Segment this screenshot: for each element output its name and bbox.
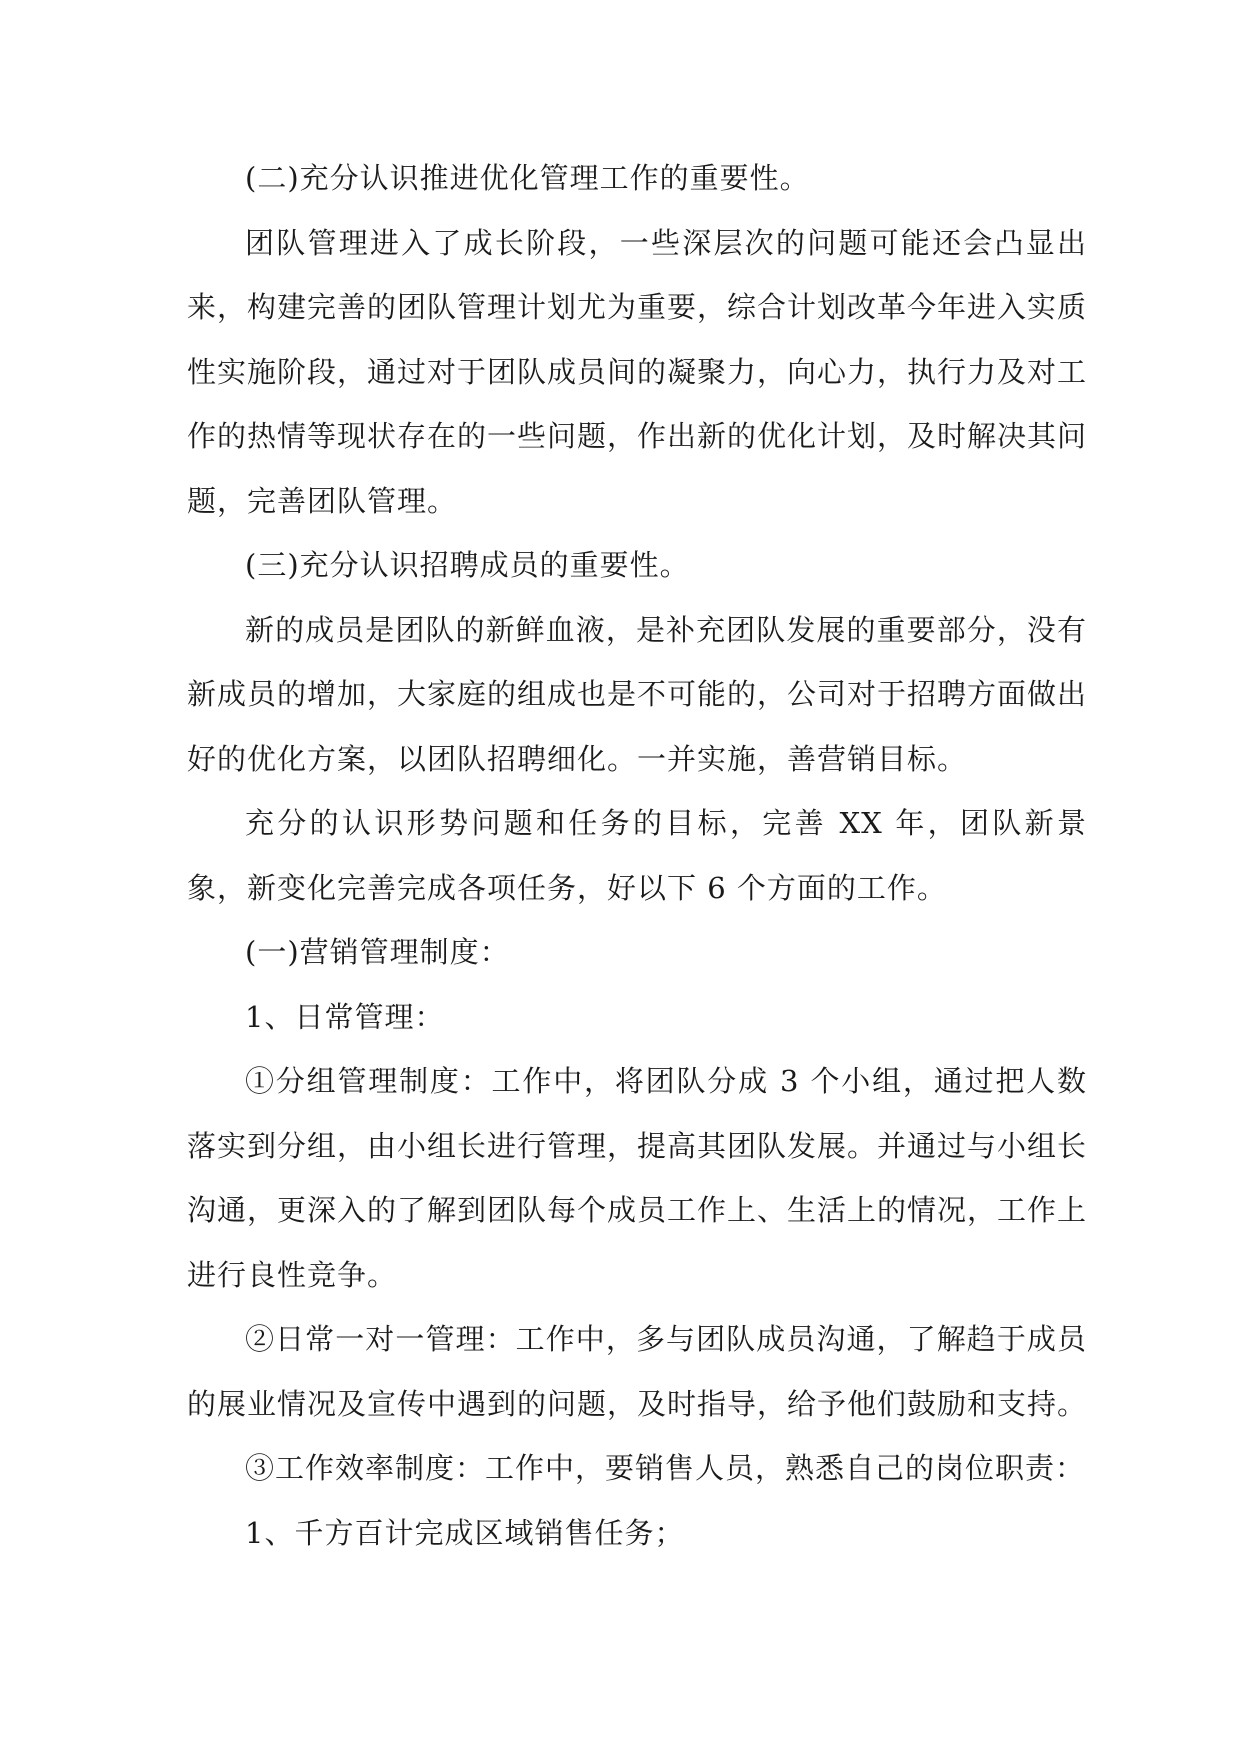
paragraph-team-management: 团队管理进入了成长阶段，一些深层次的问题可能还会凸显出来，构建完善的团队管理计划尤为重要，综合计划改革今年进入实质性实施阶段，通过对于团队成员间的凝聚力，向心力，执行力及对工作的热情等现状存在的一些问题，作出新的优化计划，及时解决其问题，完善团队管理。 <box>187 225 1088 518</box>
subheading-daily-management: 1、日常管理： <box>245 999 445 1034</box>
list-item-efficiency: ③工作效率制度：工作中，要销售人员，熟悉自己的岗位职责： <box>245 1451 1086 1485</box>
section-heading-2: (二)充分认识推进优化管理工作的重要性。 <box>245 161 810 195</box>
document-page <box>187 146 1087 1565</box>
paragraph-recruitment: 新的成员是团队的新鲜血液，是补充团队发展的重要部分，没有新成员的增加，大家庭的组成也是不可能的，公司对于招聘方面做出好的优化方案，以团队招聘细化。一并实施，善营销目标。 <box>187 612 1088 776</box>
section-heading-1: (一)营销管理制度： <box>245 935 510 969</box>
list-item-group-management: ①分组管理制度：工作中，将团队分成 3 个小组，通过把人数落实到分组，由小组长进行管理，提高其团队发展。并通过与小组长沟通，更深入的了解到团队每个成员工作上、生活上的情况，工作上进行良性竞争。 <box>187 1064 1088 1292</box>
paragraph-goals: 充分的认识形势问题和任务的目标，完善 XX 年，团队新景象，新变化完善完成各项任务，好以下 6 个方面的工作。 <box>187 806 1087 905</box>
section-heading-3: (三)充分认识招聘成员的重要性。 <box>245 548 690 582</box>
list-item-sales-task: 1、千方百计完成区域销售任务； <box>245 1515 685 1550</box>
list-item-one-on-one: ②日常一对一管理：工作中，多与团队成员沟通，了解趋于成员的展业情况及宣传中遇到的问题，及时指导，给予他们鼓励和支持。 <box>187 1322 1088 1421</box>
